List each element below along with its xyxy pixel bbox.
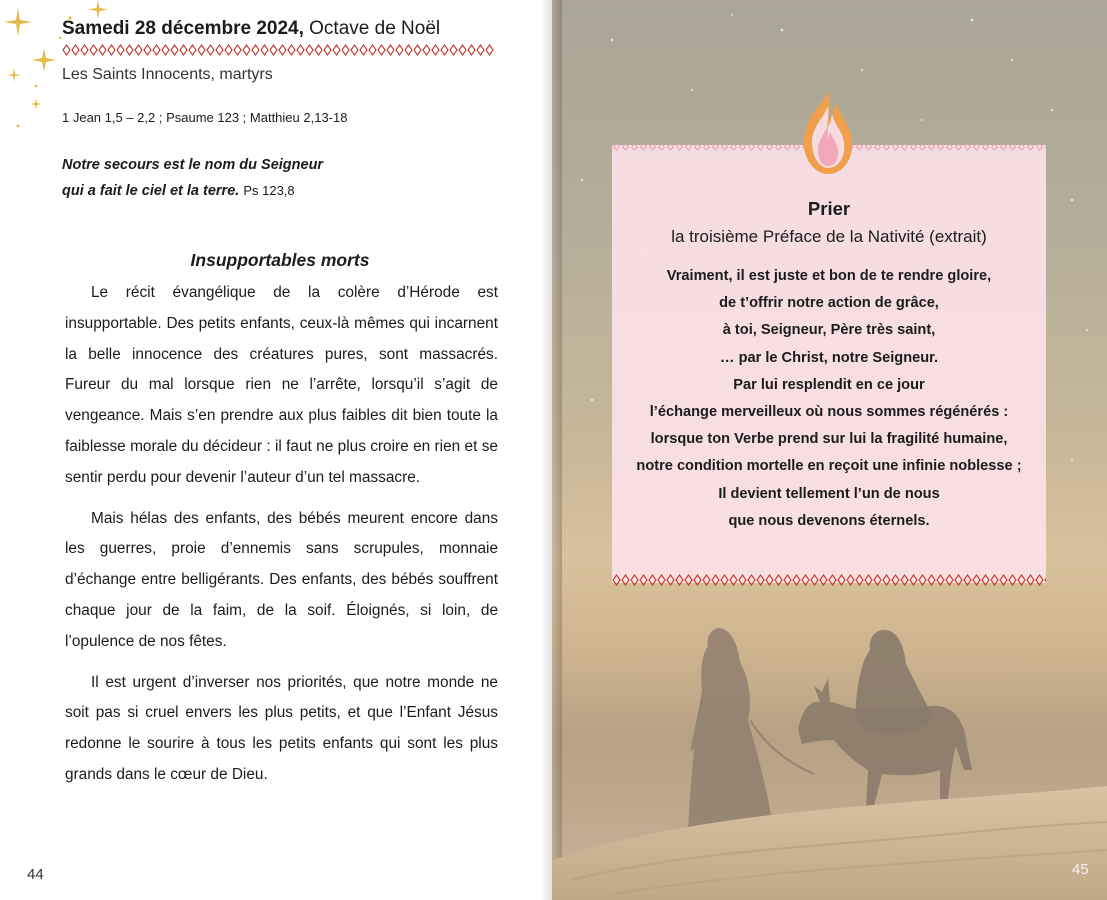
paragraph: Il est urgent d’inverser nos priorités, que notre monde ne soit pas si cruel envers les plus petits, et que l’Enfant Jésus redonne le sourire à tous les petits enfants qui sont les plus grands dans le cœur de Dieu.: [65, 673, 498, 783]
diamond-border-divider: [62, 44, 494, 56]
holy-family-silhouette: [552, 610, 1107, 900]
date-heading: [62, 18, 440, 40]
page-number-left: 44: [27, 866, 44, 883]
prayer-bottom-border: [612, 574, 1046, 586]
left-page: [0, 0, 552, 900]
prayer-line: à toi, Seigneur, Père très saint,: [722, 322, 936, 339]
prayer-line: que nous devenons éternels.: [728, 512, 930, 529]
prayer-subtitle: la troisième Préface de la Nativité (extrait): [671, 227, 987, 246]
prayer-title: Prier: [807, 198, 851, 219]
readings-reference: 1 Jean 1,5 – 2,2 ; Psaume 123 ; Matthieu 2,13-18: [62, 110, 348, 125]
verse-line: qui a fait le ciel et la terre.: [62, 183, 240, 199]
saint-of-day: Les Saints Innocents, martyrs: [62, 66, 273, 83]
meditation-text: [65, 278, 498, 791]
prayer-line: … par le Christ, notre Seigneur.: [719, 349, 939, 366]
prayer-line: Vraiment, il est juste et bon de te rendre gloire,: [666, 268, 992, 284]
paragraph: Le récit évangélique de la colère d’Hérode est insupportable. Des petits enfants, ceux-là mêmes qui incarnent la belle innocence des créatures pures, sont massacrés. Fureur du mal lorsque rien ne l’arrête, lorsqu’il s’agit de vengeance. Mais s’en prendre aux plus faibles dit bien toute la faiblesse morale du décideur : il faut ne plus croire en rien et se sentir perdu pour devenir l’auteur d’un tel massacre.: [65, 284, 498, 486]
verse-reference: Ps 123,8: [243, 183, 295, 198]
prayer-line: notre condition mortelle en reçoit une infinie noblesse ;: [636, 458, 1022, 475]
prayer-line: de t’offrir notre action de grâce,: [719, 295, 939, 312]
prayer-line: Il devient tellement l’un de nous: [718, 485, 940, 502]
paragraph: Mais hélas des enfants, des bébés meurent encore dans les guerres, proie d’ennemis sans scrupules, monnaie d’échange entre belligérants. Des enfants, des bébés souffrent chaque jour de la faim, de la soif. Éloignés, si loin, de l’opulence de nos fêtes.: [65, 509, 498, 650]
prayer-line: Par lui resplendit en ce jour: [733, 376, 925, 393]
prayer-line: l’échange merveilleux où nous sommes régénérés :: [649, 404, 1009, 421]
verse-line-with-ref: [62, 178, 323, 204]
date-text: Samedi 28 décembre 2024,: [62, 18, 304, 39]
section-title: Insupportables morts: [190, 250, 370, 270]
flame-icon: [792, 88, 864, 178]
feast-text: Octave de Noël: [303, 18, 441, 39]
prayer-text: [612, 263, 1046, 535]
verse-line: Notre secours est le nom du Seigneur: [62, 157, 324, 173]
verse-quote: [62, 153, 323, 204]
prayer-line: lorsque ton Verbe prend sur lui la fragilité humaine,: [650, 431, 1008, 448]
page-number-right: 45: [1072, 861, 1089, 878]
